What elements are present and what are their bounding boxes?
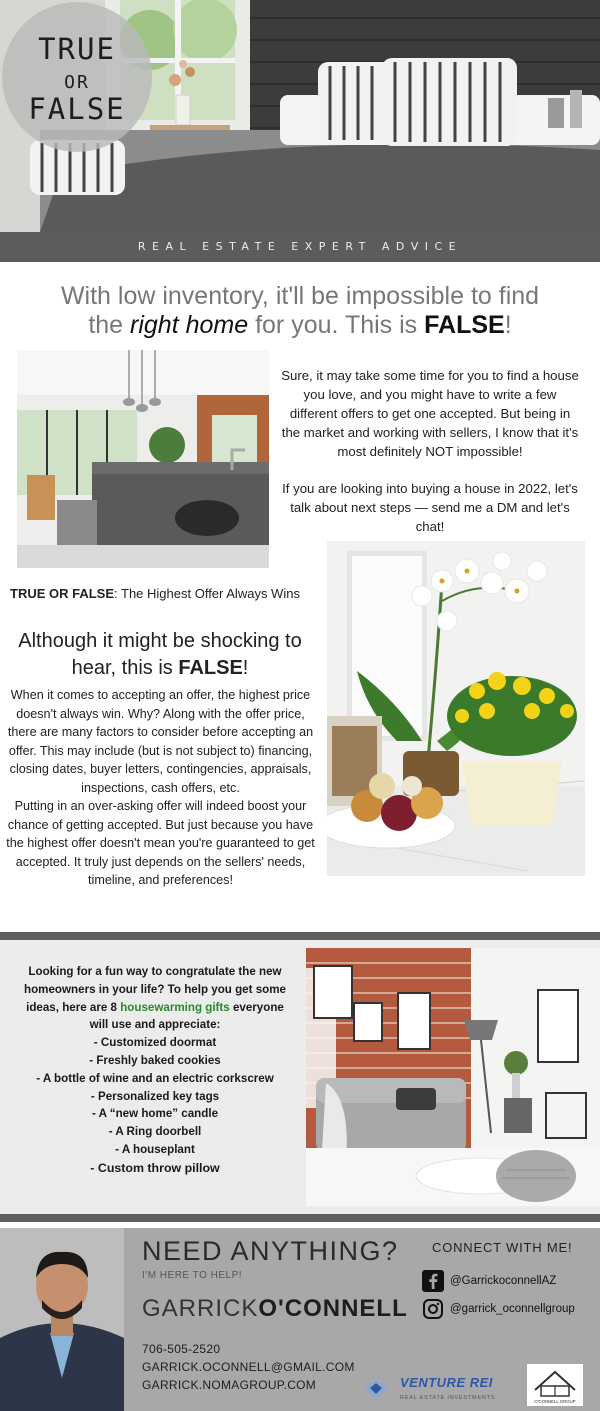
offer-paragraph-2: Putting in an over-asking offer will indeed boost your chance of getting accepted. But just because you have the highest offer doesn't mean you're guaranteed to get accepted. It truly just depends on the sellers' needs, timeline, and preferences! [6,799,315,887]
main-headline [0,282,600,340]
gift-list [20,1034,290,1177]
gift-list-item: - A Ring doorbell [108,1125,202,1139]
facebook-handle: @GarrickoconnellAZ [450,1275,557,1287]
instagram-handle: @garrick_oconnellgroup [450,1303,575,1315]
instagram-icon [422,1298,444,1320]
headline-text: ! [504,311,512,339]
headline-line-2 [0,311,600,340]
connect-heading: CONNECT WITH ME! [432,1240,573,1255]
gift-list-item: - A bottle of wine and an electric corkscrew [36,1071,274,1085]
venture-rei-tagline: REAL ESTATE INVESTMENTS [400,1395,496,1401]
gift-intro [20,963,290,1034]
flowers-photo [327,541,585,897]
gift-list-item: - A “new home” candle [91,1107,219,1121]
gift-list-item: - A houseplant [115,1142,195,1156]
gift-list-item: - Customized doormat [93,1036,217,1050]
badge-true: TRUE [38,32,116,66]
agent-last-name: O'CONNELL [258,1295,408,1322]
intro-paragraph-1: Sure, it may take some time for you to find a house you love, and you might have to write a few different offers to get one accepted. But being in the market and working with sellers, I know that it's most definitely NOT impossible! [281,368,579,459]
true-or-false-badge [2,2,152,152]
agent-portrait [0,1228,124,1411]
kitchen-photo [17,350,269,568]
offer-paragraph-1: When it comes to accepting an offer, the highest price doesn't always win. Why? Along with the offer price, there are many factors to consider before accepting an offer. This may include (but is not subject to) financing, closing dates, buyer letters, contingencies, appraisals, inspections, cash offers, etc. [7,688,314,795]
tagline-band: REAL ESTATE EXPERT ADVICE [0,232,600,262]
headline-emphasis: right home [130,311,249,339]
facebook-link[interactable] [422,1270,556,1292]
gift-intro-text: everyone will use and appreciate: [89,1000,284,1032]
headline-text: the [88,311,131,339]
gift-list-item: - Freshly baked cookies [89,1053,221,1067]
true-false-text: : The Highest Offer Always Wins [114,586,300,601]
email-address[interactable]: GARRICK.OCONNELL@GMAIL.COM [142,1360,355,1374]
badge-or: OR [64,72,90,93]
here-to-help-subheading: I'M HERE TO HELP! [142,1270,243,1281]
shock-text: Although it might be shocking to hear, this is [18,630,302,679]
venture-rei-wordmark: VENTURE REI [400,1375,493,1390]
headline-false: FALSE [424,311,505,339]
phone-number[interactable]: 706-505-2520 [142,1342,221,1356]
oconnell-group-logo [527,1364,583,1406]
badge-false: FALSE [28,92,126,126]
shock-text: ! [242,657,249,679]
venture-rei-logo [362,1370,514,1406]
contact-details [142,1340,355,1394]
facebook-icon [422,1270,444,1292]
shock-false: FALSE [178,657,243,679]
gift-ideas [20,963,290,1178]
true-false-statement [10,586,300,601]
gift-intro-highlight: housewarming gifts [120,1000,230,1014]
hero-banner [0,0,600,262]
intro-paragraph-2: If you are looking into buying a house in 2022, let's talk about next steps — send me a DM and let's chat! [282,481,578,534]
oconnell-group-wordmark: O'CONNELL GROUP [534,1399,576,1404]
gift-intro-text: Looking for a fun way to congratulate the new homeowners in your life? To help you get some ideas, here are 8 [24,965,286,1014]
gift-list-item: - Personalized key tags [90,1089,220,1103]
agent-first-name: GARRICK [142,1295,259,1322]
website-link[interactable]: GARRICK.NOMAGROUP.COM [142,1378,317,1392]
gift-list-item: - Custom throw pillow [90,1160,220,1175]
need-anything-heading: NEED ANYTHING? [142,1236,399,1266]
instagram-link[interactable] [422,1298,575,1320]
true-false-label: TRUE OR FALSE [10,586,115,601]
living-room-photo [306,948,600,1206]
agent-name [142,1295,408,1323]
headline-text: for you. This is [248,311,425,339]
section-divider [0,932,600,940]
offer-paragraphs [3,686,318,890]
intro-paragraphs [280,366,580,536]
shock-heading [0,628,320,682]
headline-line-1: With low inventory, it'll be impossible to find [60,282,540,310]
section-divider [0,1214,600,1222]
